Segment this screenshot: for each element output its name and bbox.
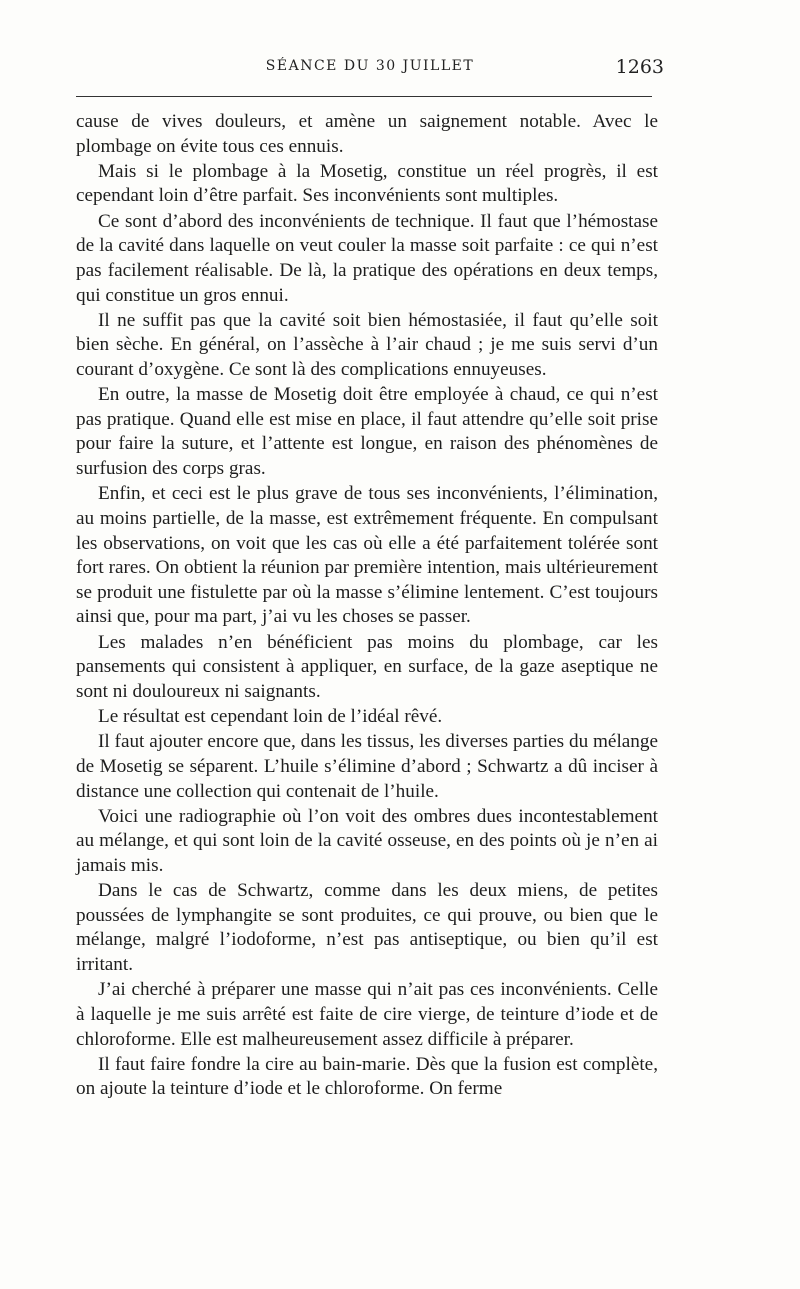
body-text bbox=[76, 110, 658, 1103]
paragraph: Mais si le plombage à la Mosetig, constitue un réel progrès, il est cependant loin d’être parfait. Ses inconvénients sont multiples. bbox=[76, 160, 658, 207]
paragraph: Ce sont d’abord des inconvénients de technique. Il faut que l’hémostase de la cavité dans laquelle on veut couler la masse soit parfaite : ce qui n’est pas facilement réalisable. De là, la pratique des opérations en deux temps, qui constitue un gros ennui. bbox=[76, 210, 658, 306]
page-number: 1263 bbox=[615, 56, 664, 78]
running-title: SÉANCE DU 30 JUILLET bbox=[265, 58, 475, 74]
paragraph: Enfin, et ceci est le plus grave de tous ses inconvénients, l’élimination, au moins partielle, de la masse, est extrêmement fréquente. En compulsant les observations, on voit que les cas où elle a été parfaitement tolérée sont fort rares. On obtient la réunion par première intention, mais ultérieurement se produit une fistulette par où la masse s’élimine lentement. C’est toujours ainsi que, pour ma part, j’ai vu les choses se passer. bbox=[76, 483, 658, 628]
header-rule bbox=[76, 96, 652, 97]
running-head bbox=[76, 56, 664, 82]
paragraph: Les malades n’en bénéficient pas moins du plombage, car les pansements qui consistent à appliquer, en surface, de la gaze aseptique ne sont ni douloureux ni saignants. bbox=[76, 631, 658, 702]
paragraph: cause de vives douleurs, et amène un saignement notable. Avec le plombage on évite tous ces ennuis. bbox=[76, 111, 658, 157]
paragraph: Voici une radiographie où l’on voit des ombres dues incontestablement au mélange, et qui sont loin de la cavité osseuse, en des points où je n’en ai jamais mis. bbox=[76, 805, 658, 876]
paragraph: Il faut ajouter encore que, dans les tissus, les diverses parties du mélange de Mosetig se séparent. L’huile s’élimine d’abord ; Schwartz a dû inciser à distance une collection qui contenait de l’huile. bbox=[76, 731, 658, 802]
paragraph: Le résultat est cependant loin de l’idéal rêvé. bbox=[98, 706, 443, 728]
paragraph: J’ai cherché à préparer une masse qui n’ait pas ces inconvénients. Celle à laquelle je me suis arrêté est faite de cire vierge, de teinture d’iode et de chloroforme. Elle est malheureusement assez difficile à préparer. bbox=[76, 979, 658, 1050]
paragraph: Il faut faire fondre la cire au bain-marie. Dès que la fusion est complète, on ajoute la teinture d’iode et le chloroforme. On ferme bbox=[76, 1053, 658, 1100]
paragraph: En outre, la masse de Mosetig doit être employée à chaud, ce qui n’est pas pratique. Quand elle est mise en place, il faut attendre qu’elle soit prise pour faire la suture, et l’attente est longue, en raison des phénomènes de surfusion des corps gras. bbox=[76, 384, 658, 480]
paragraph: Dans le cas de Schwartz, comme dans les deux miens, de petites poussées de lymphangite se sont produites, ce qui prouve, ou bien que le mélange, malgré l’iodoforme, n’est pas antiseptique, ou bien qu’il est irritant. bbox=[76, 880, 658, 976]
paragraph: Il ne suffit pas que la cavité soit bien hémostasiée, il faut qu’elle soit bien sèche. En général, on l’assèche à l’air chaud ; je me suis servi d’un courant d’oxygène. Ce sont là des complications ennuyeuses. bbox=[76, 309, 658, 380]
